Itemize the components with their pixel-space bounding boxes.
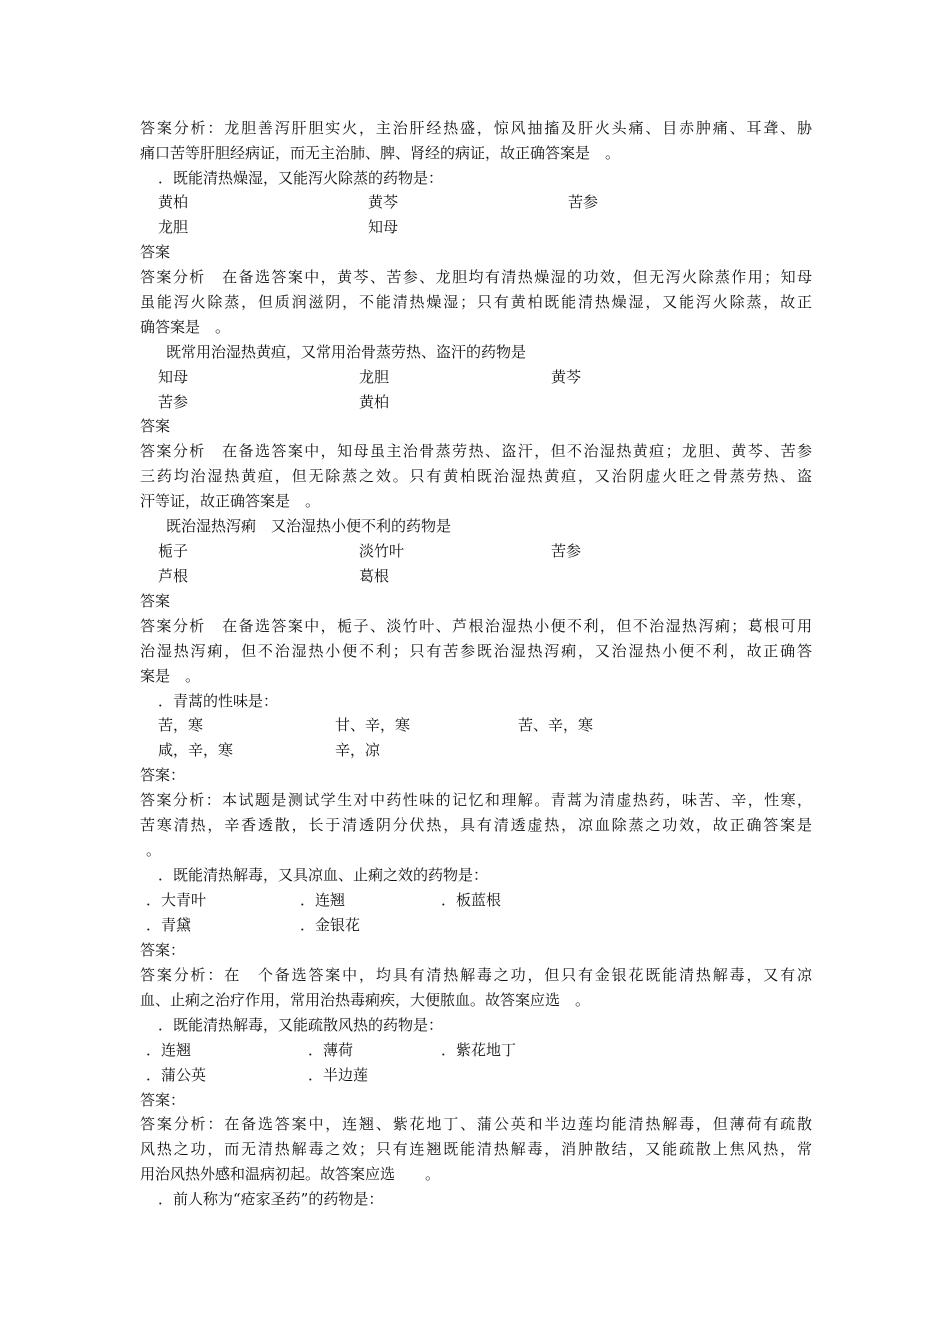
option: 咸，辛，寒 [158,741,234,759]
option: ．青黛 [146,916,192,934]
option: 黄柏 [359,393,390,411]
option: ．连翘 [146,1041,192,1059]
analysis-line: 三药均治湿热黄疸，但无除蒸之效。只有黄柏既治湿热黄疸，又治阴虚火旺之骨蒸劳热、盗 [140,467,812,485]
option: ．薄荷 [308,1041,354,1059]
analysis-line: 确答案是 。 [140,318,231,336]
option: 甘、辛，寒 [335,716,411,734]
option: 苦，寒 [158,716,204,734]
analysis-line: 答案分析 在备选答案中，栀子、淡竹叶、芦根治湿热小便不利，但不治湿热泻痢；葛根可用 [140,617,812,635]
option: 知母 [368,218,399,236]
question-text: ．既能清热解毒，又具凉血、止痢之效的药物是： [158,866,489,884]
option: ．大青叶 [146,891,207,909]
analysis-line: 用治风热外感和温病初起。故答案应选 。 [140,1165,441,1183]
option: 苦参 [551,542,582,560]
option: ．板蓝根 [441,891,502,909]
analysis-line: 苦寒清热，辛香透散，长于清透阴分伏热，具有清透虚热，凉血除蒸之功效，故正确答案是 [140,816,812,834]
answer-label: 答案： [140,941,186,959]
option: ．连翘 [300,891,346,909]
option: 苦参 [158,393,189,411]
option: 龙胆 [158,218,189,236]
question-text: 既治湿热泻痢 又治湿热小便不利的药物是 [166,517,452,535]
option: 龙胆 [359,368,390,386]
analysis-line: 答案分析 在备选答案中，黄芩、苦参、龙胆均有清热燥湿的功效，但无泻火除蒸作用；知母 [140,268,812,286]
analysis-line: 答案分析 在备选答案中，知母虽主治骨蒸劳热、盗汗，但不治湿热黄疸；龙胆、黄芩、苦参 [140,442,812,460]
question-text: ．既能清热解毒，又能疏散风热的药物是： [158,1016,444,1034]
option: 黄芩 [368,193,399,211]
answer-label: 答案： [140,1091,186,1109]
option: 苦、辛，寒 [518,716,594,734]
option: 栀子 [158,542,189,560]
analysis-line: 答案分析：在 个备选答案中，均具有清热解毒之功，但只有金银花既能清热解毒，又有凉 [140,966,812,984]
analysis-line: 案是 。 [140,667,201,685]
option: ．紫花地丁 [441,1041,517,1059]
analysis-line: 答案分析：龙胆善泻肝胆实火，主治肝经热盛，惊风抽搐及肝火头痛、目赤肿痛、耳聋、胁 [140,119,812,137]
analysis-line: 答案分析：在备选答案中，连翘、紫花地丁、蒲公英和半边莲均能清热解毒，但薄荷有疏散 [140,1115,812,1133]
option: 黄柏 [158,193,189,211]
option: ．金银花 [300,916,361,934]
answer-label: 答案 [140,417,171,435]
question-text: 既常用治湿热黄疸，又常用治骨蒸劳热、盗汗的药物是 [166,343,527,361]
analysis-line: 血、止痢之治疗作用，常用治热毒痢疾，大便脓血。故答案应选 。 [140,991,591,1009]
analysis-line: 答案分析：本试题是测试学生对中药性味的记忆和理解。青蒿为清虚热药，味苦、辛，性寒， [140,791,812,809]
option: 知母 [158,368,189,386]
option: 黄芩 [551,368,582,386]
option: 葛根 [359,567,390,585]
analysis-line: 。 [146,841,162,859]
option: 淡竹叶 [359,542,405,560]
question-text: ．青蒿的性味是： [158,692,279,710]
answer-label: 答案 [140,592,171,610]
option: 芦根 [158,567,189,585]
question-text: ．既能清热燥湿，又能泻火除蒸的药物是： [158,169,444,187]
option: ．半边莲 [308,1066,369,1084]
analysis-line: 汗等证，故正确答案是 。 [140,492,321,510]
analysis-line: 治湿热泻痢，但不治湿热小便不利；只有苦参既治湿热泻痢，又治湿热小便不利，故正确答 [140,642,812,660]
answer-label: 答案： [140,766,186,784]
option: ．蒲公英 [146,1066,207,1084]
analysis-line: 虽能泻火除蒸，但质润滋阴，不能清热燥湿；只有黄柏既能清热燥湿，又能泻火除蒸，故正 [140,293,812,311]
answer-label: 答案 [140,243,171,261]
question-text: ．前人称为“疮家圣药”的药物是： [158,1190,384,1208]
analysis-line: 痛口苦等肝胆经病证，而无主治肺、脾、肾经的病证，故正确答案是 。 [140,144,621,162]
option: 苦参 [568,193,599,211]
analysis-line: 风热之功，而无清热解毒之效；只有连翘既能清热解毒，消肿散结，又能疏散上焦风热，常 [140,1140,812,1158]
option: 辛，凉 [335,741,381,759]
